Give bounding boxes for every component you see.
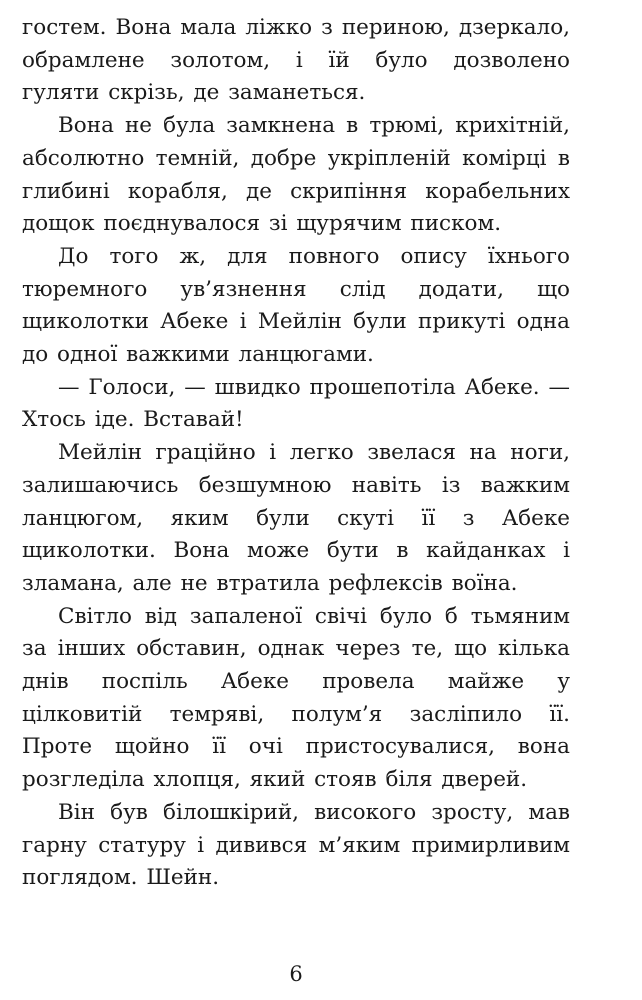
book-page-text bbox=[22, 12, 570, 895]
paragraph-6: Світло від запаленої свічі було б тьмяним за інших обставин, однак через те, що кілька днів поспіль Абеке провела майже у цілковитій темряві, полум’я засліпило її. Проте щойно її очі пристосувалися, вона розгледіла хлопця, який стояв біля дверей. bbox=[22, 603, 570, 793]
paragraph-4: — Голоси, — швидко прошепотіла Абеке. — Хтось іде. Вставай! bbox=[22, 374, 570, 433]
paragraph-2: Вона не була замкнена в трюмі, крихітній, абсолютно темній, добре укріпленій комірці в глибині корабля, де скрипіння корабельних дощок поєднувалося зі щурячим писком. bbox=[22, 113, 570, 237]
page-number: 6 bbox=[289, 962, 303, 986]
paragraph-3: До того ж, для повного опису їхнього тюремного ув’язнення слід додати, що щиколотки Абеке і Мейлін були прикуті одна до одної важкими ланцюгами. bbox=[22, 243, 570, 368]
paragraph-5: Мейлін граційно і легко звелася на ноги, залишаючись безшумною навіть із важким ланцюгом, яким були скуті її з Абеке щиколотки. Вона може бути в кайданках і зламана, але не втратила рефлексів воїна. bbox=[22, 440, 570, 596]
paragraph-1: гостем. Вона мала ліжко з периною, дзеркало, обрамлене золотом, і їй було дозволено гуляти скрізь, де заманеться. bbox=[22, 15, 570, 106]
paragraph-7: Він був білошкірий, високого зросту, мав гарну статуру і дивився м’яким примирливим поглядом. Шейн. bbox=[22, 799, 570, 891]
